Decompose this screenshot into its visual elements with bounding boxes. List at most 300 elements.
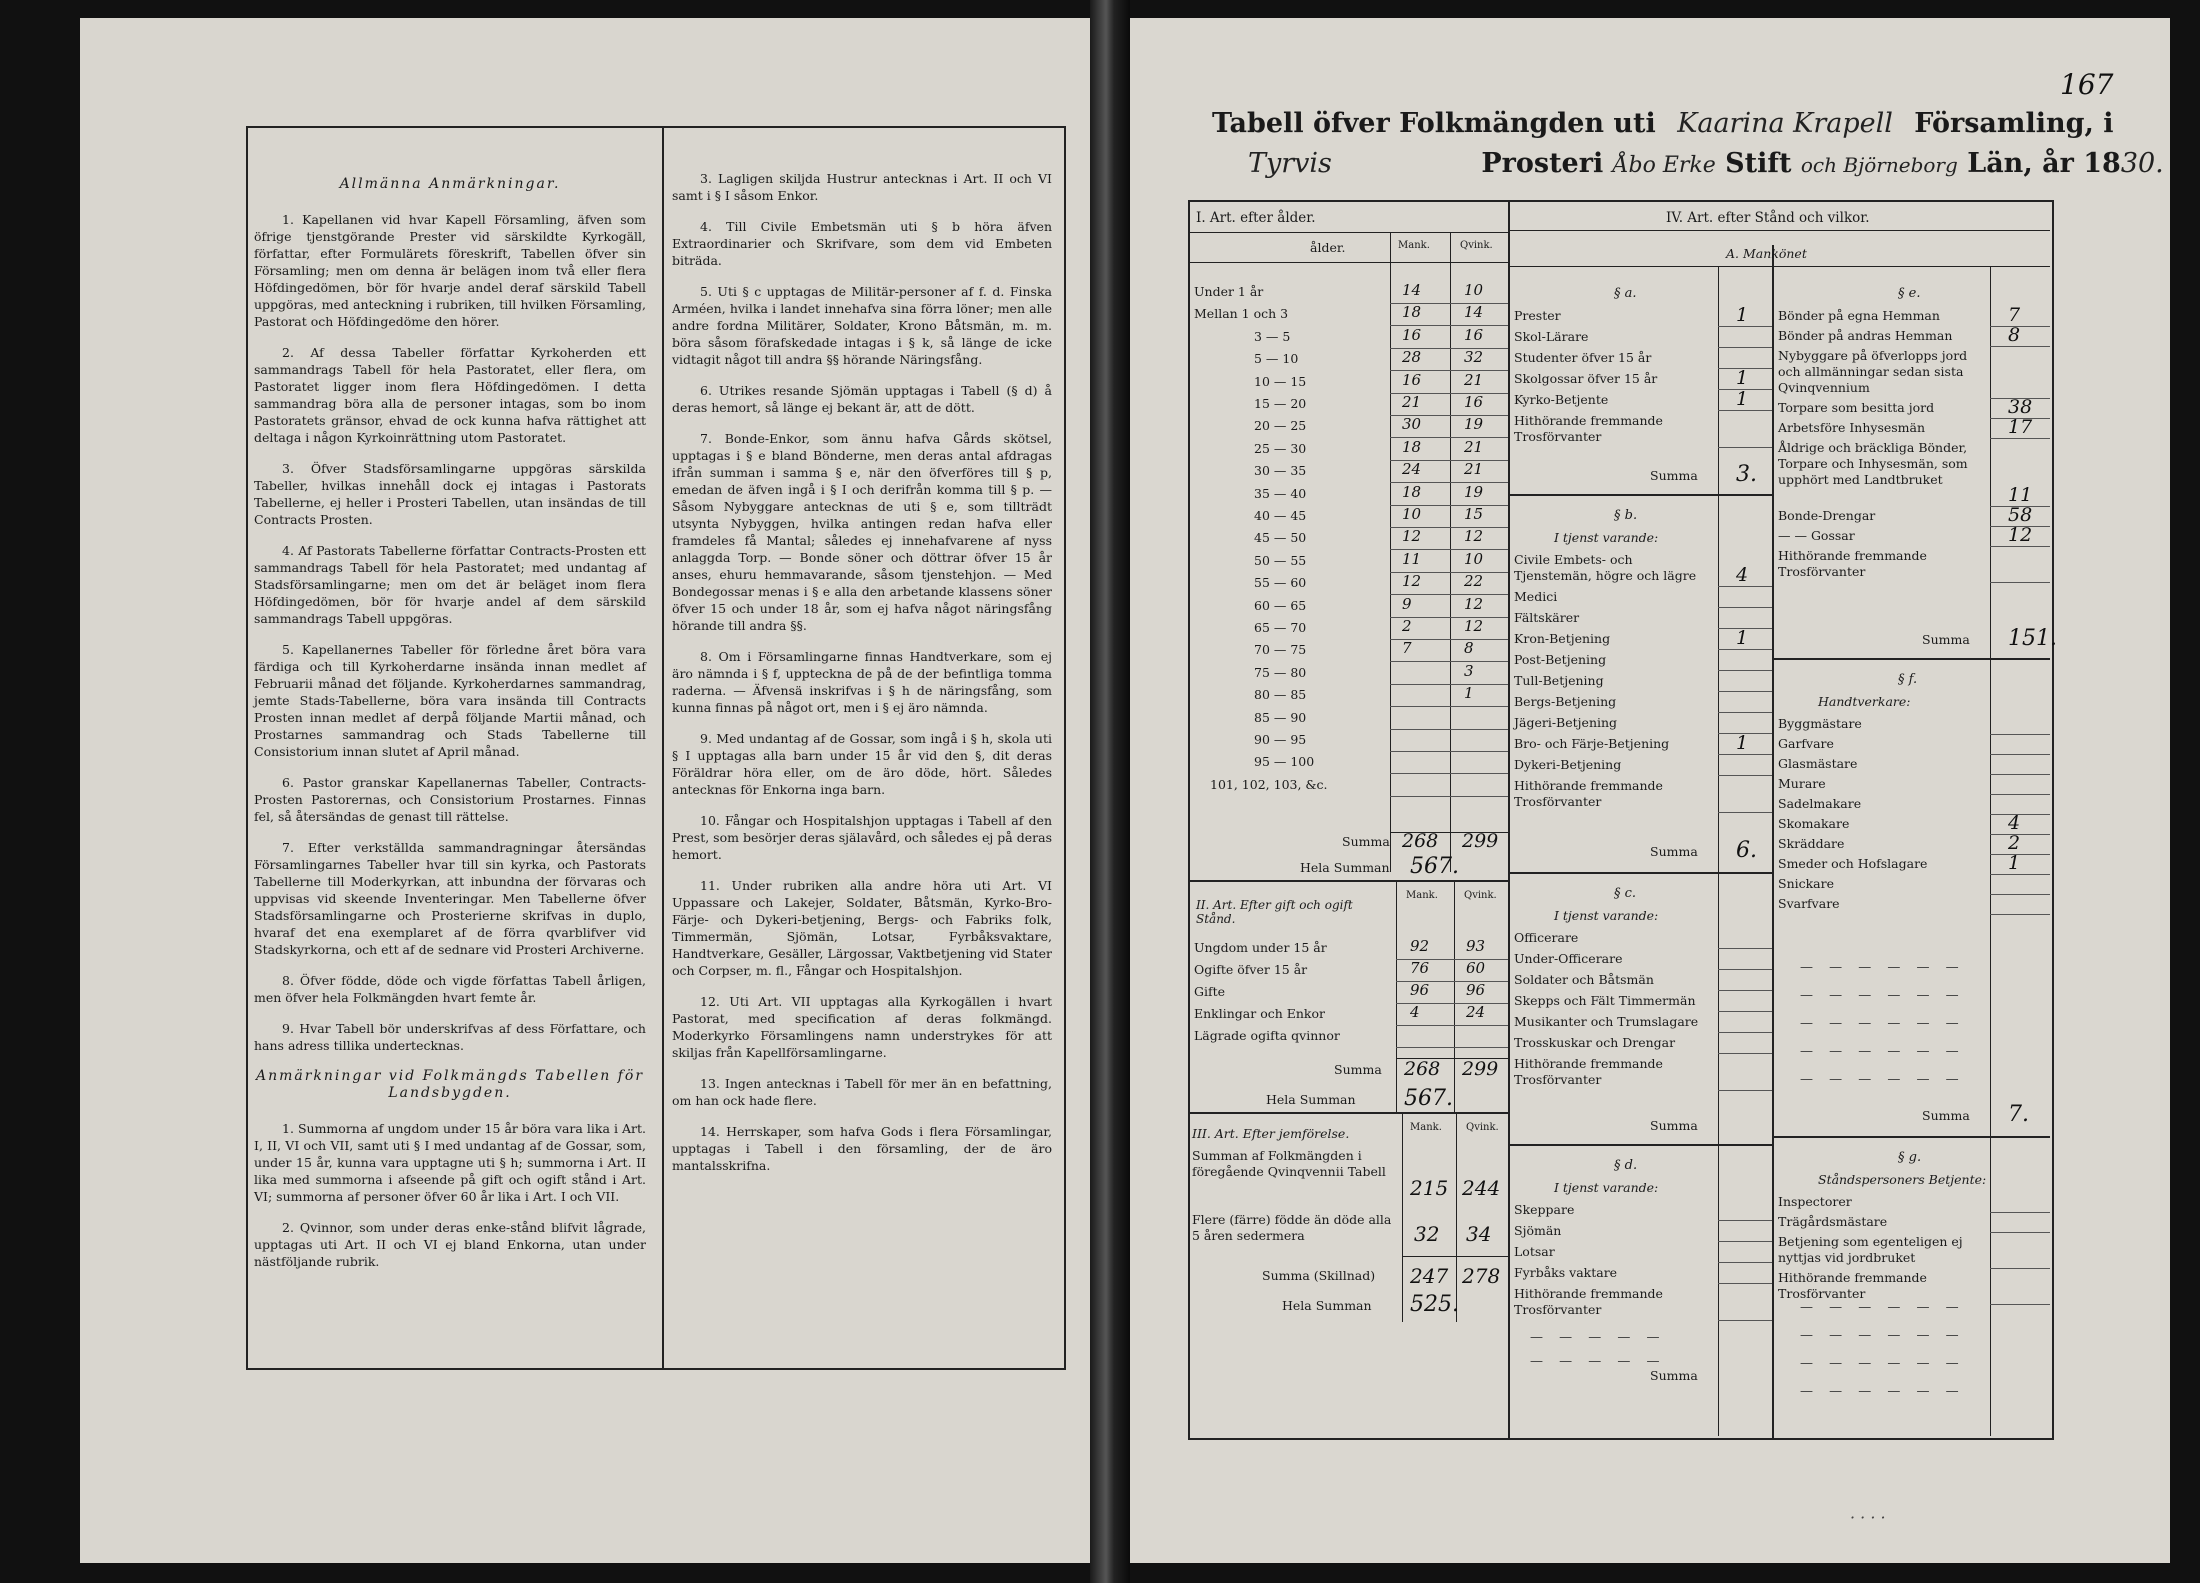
- section-sb-row-label: Civile Embets- och Tjenstemän, högre och lägre: [1514, 552, 1697, 583]
- art-divider: [1508, 200, 1510, 1438]
- art1-age-label: 25 — 30: [1254, 440, 1307, 456]
- art1-row-rule: [1390, 661, 1508, 662]
- art3-col-qvink: Qvink.: [1466, 1122, 1499, 1133]
- art1-age-label: 50 — 55: [1254, 552, 1307, 568]
- remark-c2-12: 12. Uti Art. VII upptagas alla Kyrkogällen i hvart Pastorat, med specification af deras folkmängd. Moderkyrko Församlingens namn understrykes för att skiljas från Kapellförsamlingarne.: [672, 994, 1052, 1060]
- art3-births-mank: 32: [1414, 1222, 1440, 1246]
- art3-row-births: Flere (färre) födde än döde alla 5 åren sedermera: [1192, 1212, 1392, 1243]
- section-sf-row-rule: [1990, 754, 2050, 755]
- section-se-row-label: Bönder på andras Hemman: [1778, 328, 1953, 343]
- art2-heading: II. Art. Efter gift och ogift Stånd.: [1196, 898, 1353, 926]
- section-sf-row-label: Sadelmakare: [1778, 796, 1862, 811]
- section-sa-row-label: Skol-Lärare: [1514, 329, 1589, 344]
- art1-row-rule: [1390, 796, 1508, 797]
- art2-col-mank: Mank.: [1406, 890, 1438, 901]
- art1-age-label: 3 — 5: [1254, 328, 1291, 344]
- art1-qvink-value: 12: [1464, 594, 1484, 613]
- title-hand-year: 30.: [2120, 148, 2164, 179]
- section-sg-row-label: Inspectorer: [1778, 1194, 1852, 1209]
- section-sb-row-value: 1: [1736, 627, 1749, 649]
- section-sf-summa-label: Summa: [1922, 1108, 1970, 1123]
- art1-mank-value: 18: [1402, 482, 1422, 501]
- margin-note: · · · ·: [1850, 1508, 1886, 1527]
- section-sb-row-rule: [1718, 812, 1772, 813]
- section-sc-row-label: Trosskuskar och Drengar: [1514, 1035, 1676, 1050]
- section-sg-row-label: Betjening som egenteligen ej nyttjas vid jordbruket: [1778, 1234, 1963, 1265]
- art4-right-value-col: [1990, 266, 1991, 1436]
- remark-2: 2. Af dessa Tabeller författar Kyrkoherden ett sammandrags Tabell för hela Pastoratet, eller flera, om Pastoratet ligger inom flera Höfdingedömen. I detta sammandrag böra alla de personer intagas, som bo inom Pastoratets gränsor, ehvad de ock kunna hafva rättighet att deltaga i någon Kyrkoinrättning utom Pastoratet.: [254, 345, 646, 445]
- art2-mank-value: 4: [1410, 1003, 1420, 1021]
- art1-row-rule: [1390, 729, 1508, 730]
- section-sa-row-rule: [1718, 347, 1772, 348]
- art1-age-label: Mellan 1 och 3: [1194, 306, 1289, 322]
- section-sc-summa-label: Summa: [1650, 1118, 1698, 1133]
- remark-9: 9. Hvar Tabell bör underskrifvas af dess Författare, och hans adress tillika undertecknas.: [254, 1021, 646, 1053]
- art2-row-label: Ungdom under 15 år: [1194, 940, 1327, 955]
- art4-left-value-col: [1718, 266, 1719, 1436]
- art2-summa-mank: 268: [1404, 1058, 1441, 1080]
- art2-row-label: Enklingar och Enkor: [1194, 1006, 1325, 1021]
- empty-row-dashes: — — — — —: [1530, 1354, 1666, 1369]
- art1-mank-value: 18: [1402, 303, 1422, 322]
- art1-mank-value: 30: [1402, 415, 1422, 434]
- art1-col-age: ålder.: [1310, 240, 1346, 255]
- section-sf-row-value: 2: [2008, 832, 2021, 854]
- section-sa-row-rule: [1718, 410, 1772, 411]
- art2-row-label: Lägrade ogifta qvinnor: [1194, 1028, 1340, 1043]
- remark-5: 5. Kapellanernes Tabeller för förledne året böra vara färdiga och till Kyrkoherdarne insända innan medlet af Februarii månad det följande. Kyrkoherdarnes sammandrag, jemte Stads-Tabellerne, böra vara insända till Contracts Prosten innan medlet af derpå följande Martii månad, och Prostarnes sammandrag och Stads Tabellerne till Consistorium innan slutet af April månad.: [254, 642, 646, 759]
- section-sd-summa-label: Summa: [1650, 1368, 1698, 1383]
- section-sf-title: § f.: [1898, 672, 1918, 687]
- section-sc-row-label: Under-Officerare: [1514, 951, 1623, 966]
- section-sa-row-value: 1: [1736, 304, 1749, 326]
- section-sb-row-label: Post-Betjening: [1514, 652, 1607, 667]
- art3-col-mank: Mank.: [1410, 1122, 1442, 1133]
- left-column-2: [672, 170, 1052, 1188]
- section-sc-sub: I tjenst varande:: [1554, 908, 1659, 923]
- section-sc-end-rule: [1508, 1144, 1772, 1146]
- art1-qvink-value: 16: [1464, 325, 1484, 344]
- remark-3: 3. Öfver Stadsförsamlingarne uppgöras särskilda Tabeller, hvilkas innehåll dock ej intagas i Pastorats Tabellerne, ej heller i Prosteri Tabellen, utan insändas de till Contracts Prosten.: [254, 461, 646, 527]
- title-print-c: Prosteri: [1481, 148, 1604, 179]
- section-sc-row-rule: [1718, 1011, 1772, 1012]
- section-sf-row-rule: [1990, 914, 2050, 915]
- art1-row-rule: [1390, 706, 1508, 707]
- section-sb-row-label: Hithörande fremmande Trosförvanter: [1514, 778, 1663, 809]
- section-sf-row-rule: [1990, 874, 2050, 875]
- page-number: 167: [2060, 68, 2114, 101]
- section-sg-row-label: Trägårdsmästare: [1778, 1214, 1888, 1229]
- section-sc-row-label: Soldater och Båtsmän: [1514, 972, 1654, 987]
- section-sb-row-rule: [1718, 670, 1772, 671]
- remark-c2-5: 5. Uti § c upptagas de Militär-personer af f. d. Finska Arméen, hvilka i landet innehafva sina förra löner; men alle andre fordna Militärer, Soldater, Krono Båtsmän, m. m. böra såsom förafskedade intagas i § k, så länge de icke vidtagit något till andra §§ hörande Näringsfång.: [672, 284, 1052, 367]
- title-line-1: [1212, 108, 2114, 139]
- title-print-d: Stift: [1725, 148, 1792, 179]
- title-hand-deanery: Tyrvis: [1248, 148, 1332, 179]
- art1-qvink-value: 32: [1464, 348, 1484, 367]
- section-se-end-rule: [1772, 658, 2050, 660]
- art2-mank-value: 76: [1410, 959, 1430, 977]
- art1-age-label: 40 — 45: [1254, 508, 1307, 523]
- art2-qvink-value: 96: [1466, 981, 1486, 999]
- art2-col-qvink: Qvink.: [1464, 890, 1497, 901]
- section-sb-row-label: Jägeri-Betjening: [1514, 715, 1618, 730]
- art1-summa-mank: 268: [1402, 830, 1439, 852]
- section-se-row-label: Arbetsföre Inhysesmän: [1778, 420, 1926, 435]
- remark-c2-8: 8. Om i Församlingarne finnas Handtverkare, som ej äro nämnda i § f, uppteckna de på de der befintliga tomma raderna. — Äfvensä inskrifvas i § h de näringsfång, som kunna finnas på något ort, men i § ej äro nämnda.: [672, 649, 1052, 715]
- art1-age-label: 15 — 20: [1254, 396, 1307, 411]
- section-sb-row-rule: [1718, 586, 1772, 587]
- remark-c2-3: 3. Lagligen skiljda Hustrur antecknas i Art. II och VI samt i § I såsom Enkor.: [672, 171, 1052, 203]
- art3-births-qvink: 34: [1466, 1222, 1492, 1246]
- section-sb-row-value: 1: [1736, 732, 1749, 754]
- section-sf-row-value: 1: [2008, 852, 2021, 874]
- remark-4: 4. Af Pastorats Tabellerne författar Contracts-Prosten ett sammandrags Tabell för hela Pastoratet; med undantag af Stadsförsamlingarne; men om det är beläget inom flera Höfdingedömen, bör för hvarje andel af dem särskild sammandrags Tabell uppgöras.: [254, 543, 646, 626]
- art1-age-label: 101, 102, 103, &c.: [1210, 776, 1328, 792]
- section-sb-row-rule: [1718, 712, 1772, 713]
- art1-qvink-value: 19: [1464, 415, 1484, 434]
- art3-summa-mank: 247: [1410, 1264, 1449, 1288]
- remark-c2-10: 10. Fångar och Hospitalshjon upptagas i Tabell af den Prest, som besörjer deras själavård, och således ej på deras hemort.: [672, 813, 1052, 862]
- art2-qvink-value: 24: [1466, 1003, 1486, 1021]
- remark-8: 8. Öfver födde, döde och vigde författas Tabell årligen, men öfver hela Folkmängden hvart femte år.: [254, 973, 646, 1005]
- art3-summa-qvink: 278: [1462, 1264, 1501, 1288]
- art4-heading: IV. Art. efter Stånd och vilkor.: [1666, 210, 1870, 226]
- rural-remark-1: 1. Summorna af ungdom under 15 år böra vara lika i Art. I, II, VI och VII, samt uti § I med undantag af de Gossar, som, under 15 år, kunna vara upptagne uti § h; summorna i Art. II lika med summorna i afseende på gift och ogift stånd i Art. VI; summorna af personer öfver 60 år lika i Art. I och VII.: [254, 1121, 646, 1204]
- section-sf-row-label: Murare: [1778, 776, 1826, 791]
- art1-mank-value: 7: [1402, 639, 1412, 658]
- art1-qvink-value: 8: [1464, 639, 1474, 658]
- section-sg-row-rule: [1990, 1232, 2050, 1233]
- section-sb-row-rule: [1718, 754, 1772, 755]
- art1-age-label: 60 — 65: [1254, 597, 1307, 613]
- art1-qvink-value: 21: [1464, 437, 1484, 456]
- art1-age-label: 30 — 35: [1254, 463, 1307, 479]
- art2-hela-label: Hela Summan: [1266, 1092, 1356, 1107]
- art1-mank-value: 2: [1402, 617, 1412, 635]
- art1-qvink-value: 1: [1464, 684, 1474, 703]
- section-sg-row-rule: [1990, 1268, 2050, 1269]
- section-sa-row-label: Kyrko-Betjente: [1514, 392, 1609, 407]
- art2-end-rule: [1188, 1112, 1508, 1114]
- art2-row-label: Ogifte öfver 15 år: [1194, 962, 1308, 977]
- section-se-row-label: — — Gossar: [1778, 528, 1855, 543]
- section-sb-summa-value: 6.: [1736, 838, 1757, 863]
- section-sf-row-label: Snickare: [1778, 876, 1835, 891]
- art1-qvink-value: 10: [1464, 549, 1484, 568]
- art2-row-rule: [1396, 1025, 1508, 1026]
- art2-summa-qvink: 299: [1462, 1058, 1499, 1080]
- section-se-row-value: 38: [2008, 396, 2033, 418]
- section-sd-row-rule: [1718, 1241, 1772, 1242]
- art2-qvink-value: 60: [1466, 959, 1486, 977]
- art1-qvink-value: 10: [1464, 281, 1484, 299]
- art1-col-qvink: Qvink.: [1460, 240, 1493, 251]
- remark-6: 6. Pastor granskar Kapellanernas Tabeller, Contracts-Prosten Pastorernas, och Consistorium Prostarnes. Finnas fel, så återsändas de genast till rättelse.: [254, 775, 646, 824]
- section-sf-row-rule: [1990, 794, 2050, 795]
- left-column-divider: [662, 126, 664, 1368]
- title-print-e: Län, år 18: [1967, 148, 2121, 179]
- art1-header-rule: [1188, 262, 1508, 263]
- art1-qvink-value: 16: [1464, 393, 1484, 411]
- remark-c2-7: 7. Bonde-Enkor, som ännu hafva Gårds skötsel, upptagas i § e bland Bönderne, men deras antal afdragas ifrån summan i samma § e, när den öfverföres till § p, emedan de äfven ingå i § I och derifrån komma till § p. — Såsom Nybyggare antecknas de uti § e, som tillträdt utsynta Nybyggen, hvilka antingen redan hafva eller framdeles få Mantal; således ej innehafvarene af nyss anlaggda Torp. — Bonde söner och döttrar öfver 15 år anses, ehuru hemmavarande, såsom tjenstehjon. — Med Bondegossar menas i § e alla den arbetande klassens söner öfver 15 och under 18 år, som ej hafva något näringsfång hörande till andra §§.: [672, 431, 1052, 633]
- art4-column-divider: [1772, 245, 1774, 1438]
- art1-age-label: 5 — 10: [1254, 351, 1299, 367]
- section-sd-sub: I tjenst varande:: [1554, 1180, 1659, 1195]
- art3-hela-value: 525.: [1410, 1292, 1459, 1317]
- section-sf-sub: Handtverkare:: [1818, 694, 1911, 709]
- remark-7: 7. Efter verkställda sammandragningar återsändas Församlingarnes Tabeller hvar till sin kyrka, och Pastorats Tabellerne till Moderkyrkan, att inbundna der förvaras och uppvisas vid skeende Inventeringar. Men Tabellerne öfver Stadsförsamlingarne och Prosterierne skrifvas in duplo, hvaraf det ena exemplaret af de förra qvarblifver vid Stadskyrkorna, och ett af de sednare vid Prosteri Archiverne.: [254, 840, 646, 957]
- art3-hela-label: Hela Summan: [1282, 1298, 1372, 1313]
- section-sf-row-value: 4: [2008, 812, 2021, 834]
- art1-mank-value: 18: [1402, 437, 1422, 456]
- art1-age-label: 10 — 15: [1254, 373, 1307, 389]
- section-sc-title: § c.: [1614, 886, 1637, 901]
- section-sa-end-rule: [1508, 494, 1772, 496]
- section-sc-row-label: Officerare: [1514, 930, 1579, 945]
- heading-general-remarks: Allmänna Anmärkningar.: [339, 176, 561, 192]
- art4-subheading: A. Mankönet: [1726, 246, 1807, 261]
- section-sd-row-label: Lotsar: [1514, 1244, 1555, 1259]
- section-sa-row-rule: [1718, 447, 1772, 448]
- art1-age-label: 45 — 50: [1254, 530, 1307, 546]
- section-sc-row-label: Musikanter och Trumslagare: [1514, 1014, 1699, 1029]
- section-sd-row-rule: [1718, 1320, 1772, 1321]
- section-sf-end-rule: [1772, 1136, 2050, 1138]
- remark-c2-11: 11. Under rubriken alla andre höra uti Art. VI Uppassare och Lakejer, Soldater, Båtsmän, Kyrko-Bro-Färje- och Dykeri-betjening, Bergs- och Fabriks folk, Timmermän, Sjömän, Lotsar, Fyrbåksvaktare, Handtverkare, Gesäller, Lärgossar, Vaktbetjening vid Stater och Corpser, m. fl., Fångar och Hospitalshjon.: [672, 878, 1052, 978]
- title-line-2: [1248, 148, 2164, 179]
- remark-c2-13: 13. Ingen antecknas i Tabell för mer än en befattning, om han ock hade flere.: [672, 1076, 1052, 1108]
- art2-mank-col: [1396, 880, 1397, 1112]
- section-se-summa-label: Summa: [1922, 632, 1970, 647]
- section-se-summa-value: 151.: [2008, 626, 2057, 651]
- section-sa-row-value: 1: [1736, 388, 1749, 410]
- art3-previous-mank: 215: [1410, 1176, 1449, 1200]
- art1-qvink-value: 12: [1464, 527, 1484, 546]
- section-se-row-label: Torpare som besitta jord: [1778, 400, 1935, 415]
- art1-qvink-value: 3: [1464, 661, 1474, 680]
- art3-mank-col: [1402, 1112, 1403, 1322]
- art1-mank-value: 28: [1402, 348, 1422, 367]
- section-sa-row-rule: [1718, 326, 1772, 327]
- section-se-row-value: 12: [2008, 524, 2033, 546]
- empty-row-dashes: — — — — — —: [1800, 1356, 1965, 1371]
- section-sf-row-label: Svarfvare: [1778, 896, 1840, 911]
- section-sf-row-rule: [1990, 734, 2050, 735]
- art3-summa-label: Summa (Skillnad): [1262, 1268, 1376, 1283]
- section-sf-row-rule: [1990, 894, 2050, 895]
- section-sb-row-label: Fältskärer: [1514, 610, 1580, 625]
- art1-qvink-value: 22: [1464, 572, 1484, 591]
- section-se-row-value: 17: [2008, 416, 2033, 438]
- art1-summa-label: Summa: [1342, 834, 1390, 849]
- art1-mank-value: 16: [1402, 370, 1422, 389]
- section-sb-row-label: Bro- och Färje-Betjening: [1514, 736, 1670, 751]
- section-sa-row-label: Skolgossar öfver 15 år: [1514, 371, 1658, 386]
- section-sf-row-label: Byggmästare: [1778, 716, 1862, 731]
- title-hand-diocese: Åbo Erke: [1612, 153, 1716, 178]
- art1-mank-col: [1390, 232, 1391, 872]
- art1-qvink-value: 21: [1464, 460, 1484, 479]
- section-sb-row-label: Dykeri-Betjening: [1514, 757, 1622, 772]
- art1-qvink-value: 12: [1464, 617, 1484, 635]
- section-sd-row-rule: [1718, 1220, 1772, 1221]
- section-se-row-label: Bönder på egna Hemman: [1778, 308, 1940, 323]
- section-sb-title: § b.: [1614, 508, 1638, 523]
- section-se-row-label: Nybyggare på öfverlopps jord och allmänningar sedan sista Qvinqvennium: [1778, 348, 1968, 395]
- section-se-title: § e.: [1898, 286, 1921, 301]
- section-sb-row-rule: [1718, 649, 1772, 650]
- section-sf-row-label: Smeder och Hofslagare: [1778, 856, 1928, 871]
- section-sa-title: § a.: [1614, 286, 1637, 301]
- section-se-row-rule: [1990, 582, 2050, 583]
- section-sb-row-label: Kron-Betjening: [1514, 631, 1611, 646]
- section-se-row-rule: [1990, 346, 2050, 347]
- art3-row-previous: Summan af Folkmängden i föregående Qvinqvennii Tabell: [1192, 1148, 1386, 1179]
- section-sc-row-rule: [1718, 990, 1772, 991]
- section-sb-row-rule: [1718, 691, 1772, 692]
- art1-mank-value: 12: [1402, 527, 1422, 546]
- art2-summa-label: Summa: [1334, 1062, 1382, 1077]
- title-hand-parish: Kaarina Krapell: [1677, 108, 1893, 139]
- art1-age-label: 35 — 40: [1254, 485, 1307, 501]
- art1-mank-value: 24: [1402, 460, 1422, 479]
- section-sc-row-label: Hithörande fremmande Trosförvanter: [1514, 1056, 1663, 1087]
- section-se-row-value: 7: [2008, 304, 2021, 326]
- art1-age-label: 90 — 95: [1254, 732, 1307, 747]
- section-sb-row-label: Bergs-Betjening: [1514, 694, 1617, 709]
- section-sg-sub: Ståndspersoners Betjente:: [1818, 1172, 1987, 1187]
- art3-qvink-col: [1456, 1112, 1457, 1322]
- empty-row-dashes: — — — — — —: [1800, 1044, 1965, 1059]
- art2-row-label: Gifte: [1194, 984, 1226, 999]
- art3-summa-rule: [1402, 1256, 1508, 1257]
- empty-row-dashes: — — — — — —: [1800, 1016, 1965, 1031]
- section-sa-row-label: Prester: [1514, 308, 1561, 323]
- section-sb-row-rule: [1718, 775, 1772, 776]
- remark-c2-4: 4. Till Civile Embetsmän uti § b höra äfven Extraordinarier och Skrifvare, som dem vid Embeten biträda.: [672, 219, 1052, 268]
- section-sd-row-label: Hithörande fremmande Trosförvanter: [1514, 1286, 1663, 1317]
- art2-mank-value: 96: [1410, 981, 1430, 999]
- section-sb-row-label: Medici: [1514, 589, 1558, 604]
- art2-mank-value: 92: [1410, 937, 1430, 955]
- art2-row-rule: [1396, 1047, 1508, 1048]
- remark-1: 1. Kapellanen vid hvar Kapell Församling, äfven som öfrige tjenstgörande Prester vid särskildte Kyrkogäll, författar, efter Formulärets föreskrift, Tabellen öfver sin Församling; men om denna är belägen inom två eller flera Höfdingedömen, bör för hvarje andel deraf särskild Tabell uppgöras, med anteckning i rubriken, till hvilken Församling, Pastorat och Höfdingedöme den hörer.: [254, 212, 646, 329]
- section-sc-row-label: Skepps och Fält Timmermän: [1514, 993, 1696, 1008]
- empty-row-dashes: — — — — — —: [1800, 960, 1965, 975]
- section-sg-row-label: Hithörande fremmande Trosförvanter: [1778, 1270, 1927, 1301]
- art1-row-rule: [1390, 773, 1508, 774]
- section-se-row-value: 11: [2008, 484, 2033, 506]
- section-se-row-rule: [1990, 438, 2050, 439]
- empty-row-dashes: — — — — — —: [1800, 1072, 1965, 1087]
- section-sb-sub: I tjenst varande:: [1554, 530, 1659, 545]
- art1-mank-value: 10: [1402, 505, 1422, 523]
- art1-age-label: 95 — 100: [1254, 754, 1315, 770]
- section-sa-summa-value: 3.: [1736, 462, 1757, 487]
- empty-row-dashes: — — — — — —: [1800, 1300, 1965, 1315]
- section-sc-row-rule: [1718, 969, 1772, 970]
- section-se-row-value: 58: [2008, 504, 2033, 526]
- art1-mank-value: 14: [1402, 281, 1422, 299]
- art1-mank-value: 9: [1402, 594, 1412, 613]
- art2-qvink-col: [1454, 880, 1455, 1112]
- section-se-row-label: Åldrige och bräckliga Bönder, Torpare och Inhysesmän, som upphört med Landtbruket: [1778, 440, 1968, 487]
- section-sc-row-rule: [1718, 1032, 1772, 1033]
- heading-rural-remarks: Anmärkningar vid Folkmängds Tabellen för Landsbygden.: [255, 1068, 645, 1101]
- section-sa-row-label: Studenter öfver 15 år: [1514, 350, 1652, 365]
- section-sc-row-rule: [1718, 1053, 1772, 1054]
- art1-heading-rule: [1188, 232, 1508, 233]
- section-sb-summa-label: Summa: [1650, 844, 1698, 859]
- art1-mank-value: 12: [1402, 572, 1422, 591]
- art1-age-label: 20 — 25: [1254, 418, 1307, 434]
- art1-age-label: Under 1 år: [1194, 284, 1264, 299]
- section-sf-row-label: Garfvare: [1778, 736, 1834, 751]
- section-se-row-label: Hithörande fremmande Trosförvanter: [1778, 548, 1927, 579]
- title-hand-county: och Björneborg: [1800, 153, 1958, 177]
- section-sd-row-rule: [1718, 1262, 1772, 1263]
- art3-heading: III. Art. Efter jemförelse.: [1192, 1126, 1350, 1141]
- art4-subheading-rule: [1508, 266, 2050, 267]
- section-sf-row-label: Glasmästare: [1778, 756, 1858, 771]
- section-sd-row-rule: [1718, 1283, 1772, 1284]
- title-print-b: Församling, i: [1914, 108, 2114, 139]
- section-se-row-label: Bonde-Drengar: [1778, 508, 1876, 523]
- section-sd-title: § d.: [1614, 1158, 1638, 1173]
- section-sf-row-label: Skräddare: [1778, 836, 1845, 851]
- section-sc-row-rule: [1718, 1090, 1772, 1091]
- art1-qvink-value: 15: [1464, 505, 1484, 523]
- art1-qvink-value: 19: [1464, 482, 1484, 501]
- art1-qvink-col: [1450, 232, 1451, 872]
- art1-age-label: 55 — 60: [1254, 575, 1307, 591]
- section-sd-row-label: Fyrbåks vaktare: [1514, 1265, 1618, 1280]
- section-sf-summa-value: 7.: [2008, 1102, 2029, 1127]
- title-print-a: Tabell öfver Folkmängden uti: [1212, 108, 1656, 139]
- art1-age-label: 75 — 80: [1254, 664, 1307, 680]
- art1-hela-label: Hela Summan: [1300, 860, 1390, 875]
- art1-qvink-value: 14: [1464, 303, 1484, 322]
- art1-age-label: 85 — 90: [1254, 709, 1307, 725]
- section-sf-row-label: Skomakare: [1778, 816, 1850, 831]
- remark-c2-14: 14. Herrskaper, som hafva Gods i flera Församlingar, upptagas i Tabell i den församling, der de äro mantalsskrifna.: [672, 1124, 1052, 1173]
- art1-mank-value: 21: [1402, 393, 1422, 411]
- art1-qvink-value: 21: [1464, 370, 1484, 389]
- art1-age-label: 70 — 75: [1254, 642, 1307, 658]
- section-sb-end-rule: [1508, 872, 1772, 874]
- section-sb-row-value: 4: [1736, 564, 1749, 586]
- art1-col-mank: Mank.: [1398, 240, 1430, 251]
- empty-row-dashes: — — — — — —: [1800, 1328, 1965, 1343]
- section-sd-row-label: Sjömän: [1514, 1223, 1562, 1238]
- remark-c2-9: 9. Med undantag af de Gossar, som ingå i § h, skola uti § I upptagas alla barn under 15 år vid den §, dit deras Föräldrar höra eller, om de äro döde, hört. Således antecknas för Enkorna inga barn.: [672, 731, 1052, 797]
- section-sg-title: § g.: [1898, 1150, 1922, 1165]
- art1-end-rule: [1188, 880, 1508, 882]
- art2-hela-value: 567.: [1404, 1086, 1453, 1111]
- left-column-1: [254, 168, 646, 1284]
- art1-age-label: 80 — 85: [1254, 687, 1307, 703]
- remark-c2-6: 6. Utrikes resande Sjömän upptagas i Tabell (§ d) å deras hemort, så länge ej bekant är, att de dött.: [672, 383, 1052, 415]
- art1-row-rule: [1390, 751, 1508, 752]
- art1-summa-qvink: 299: [1462, 830, 1499, 852]
- art1-hela-value: 567.: [1410, 854, 1459, 879]
- section-sa-row-value: 1: [1736, 367, 1749, 389]
- section-sg-row-rule: [1990, 1212, 2050, 1213]
- book-gutter: [1090, 0, 1130, 1583]
- section-sc-row-rule: [1718, 948, 1772, 949]
- section-sb-row-label: Tull-Betjening: [1514, 673, 1604, 688]
